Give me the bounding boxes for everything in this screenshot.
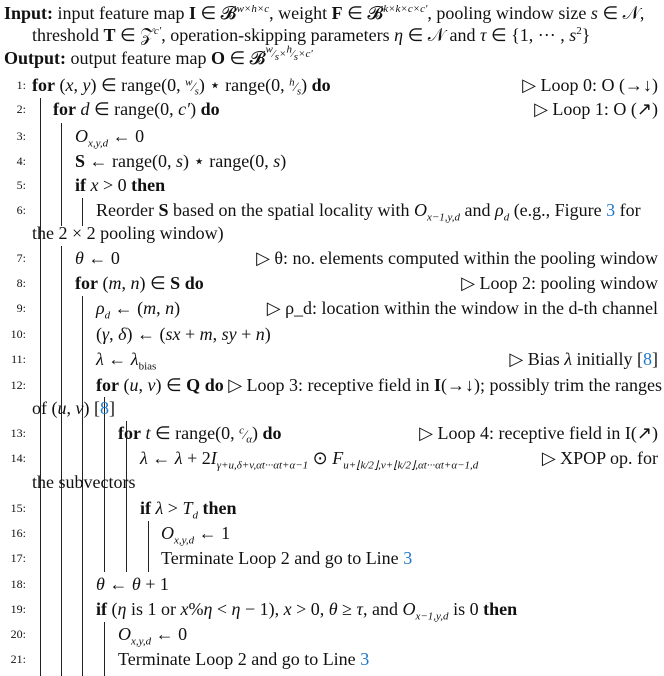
line-link[interactable]: 3 (360, 649, 370, 669)
algo-line-8: 8: for (m, n) ∈ S do ▷ Loop 2: pooling window (16, 273, 658, 293)
algo-line-9: 9: $\rho_d$ ← (m, n) ▷ ρ_d: location within the window in the d-th channel (16, 298, 658, 322)
comment: ▷ XPOP op. for (541, 448, 658, 468)
algo-line-12: 12: for (u, v) ∈ Q do ▷ Loop 3: receptive field in I(→↓); possibly trim the ranges (10, 375, 662, 395)
algo-line-6: 6: Reorder S based on the spatial locality with $O_{x-1,y,d}$ and $\rho_d$ (e.g., Figure 3 for (16, 200, 641, 224)
algo-line-2: 2: for d ∈ range(0, c′) do ▷ Loop 1: O (↗) (16, 99, 658, 119)
line-link[interactable]: 3 (403, 548, 413, 568)
indent-guide-loop4-body (126, 448, 127, 470)
algo-line-1: 1: for (x, y) ∈ range(0, $^w⁄_s$) ⋆ range(0, $^h⁄_s$) do ▷ Loop 0: O (→↓) (16, 75, 658, 98)
comment: ▷ Loop 4: receptive field in I(↗) (419, 423, 658, 443)
algo-line-7: 7: θ ← 0 ▷ θ: no. elements computed within the pooling window (16, 248, 658, 268)
algo-line-3: 3: $O_{x,y,d}$ ← 0 (16, 126, 145, 150)
comment: ▷ ρ_d: location within the window in the d-th channel (266, 298, 658, 318)
algo-line-5: 5: if x > 0 then (16, 175, 166, 195)
algo-line-16: 16: $O_{x,y,d}$ ← 1 (10, 523, 231, 547)
algo-line-4: 4: S ← range(0, s) ⋆ range(0, s) (16, 151, 287, 171)
algo-line-15: 15: if $\lambda > T_d$ then (10, 498, 237, 522)
input-spec: Input: input feature map I ∈ 𝓑$^{w\times h\times c}$, weight F ∈ 𝓑$^{k\times k\times c\times c'}$, pooling window size s ∈ 𝒩, (4, 3, 645, 23)
comment: ▷ θ: no. elements computed within the pooling window (256, 248, 658, 268)
algo-line-14: 14: λ ← $\lambda + 2I_{\gamma+u,\delta+v,\alpha t\cdot\cdot\cdot\alpha t+\alpha-1}$ ⊙ $F_{u+⌊k/2⌋,v+⌊k/2⌋,\alpha t\cdot\cdot\cdot\alpha t+\alpha-1,d}$ ▷ XPOP op. for (10, 448, 658, 472)
output-label: Output: (4, 48, 67, 68)
algo-line-19: 19: if (η is 1 or x%η < η − 1), x > 0, θ ≥ τ, and $O_{x-1,y,d}$ is 0 then (10, 599, 518, 623)
comment: ▷ Bias λ initially [8] (509, 349, 658, 369)
comment: ▷ Loop 1: O (↗) (534, 99, 658, 119)
algo-line-21: 21: Terminate Loop 2 and go to Line 3 (10, 649, 370, 669)
citation-link[interactable]: 8 (100, 398, 109, 418)
comment: ▷ Loop 0: O (→↓) (522, 75, 658, 95)
algo-line-20: 20: $O_{x,y,d}$ ← 0 (10, 624, 188, 648)
algo-line-10: 10: (γ, δ) ← (sx + m, sy + n) (10, 324, 271, 344)
output-spec: Output: output feature map O ∈ 𝓑$^{^w⁄_s\times^h⁄_s\times c'}$ (4, 43, 313, 68)
algo-line-11: 11: λ ← $\lambda_{bias}$ ▷ Bias λ initially [8] (11, 349, 658, 373)
input-label: Input: (4, 3, 54, 23)
comment: ▷ Loop 2: pooling window (461, 273, 658, 293)
figure-link[interactable]: 3 (606, 200, 616, 220)
algo-line-13: 13: for t ∈ range(0, $^c⁄_\alpha$) do ▷ Loop 4: receptive field in I(↗) (10, 423, 658, 446)
citation-link[interactable]: 8 (643, 349, 652, 369)
algo-line-18: 18: θ ← θ + 1 (10, 574, 169, 594)
algo-line-6-continued: the 2 × 2 pooling window) (32, 223, 224, 243)
input-spec-continued: threshold T ∈ 𝒵$^{c'}$, operation-skipping parameters η ∈ 𝒩 and τ ∈ {1, ··· , $s^2$} (32, 25, 591, 45)
algo-line-14-continued: the subvectors (32, 472, 136, 492)
algo-line-17: 17: Terminate Loop 2 and go to Line 3 (10, 548, 413, 568)
algo-line-12-continued: of (u, v) [8] (32, 398, 115, 418)
